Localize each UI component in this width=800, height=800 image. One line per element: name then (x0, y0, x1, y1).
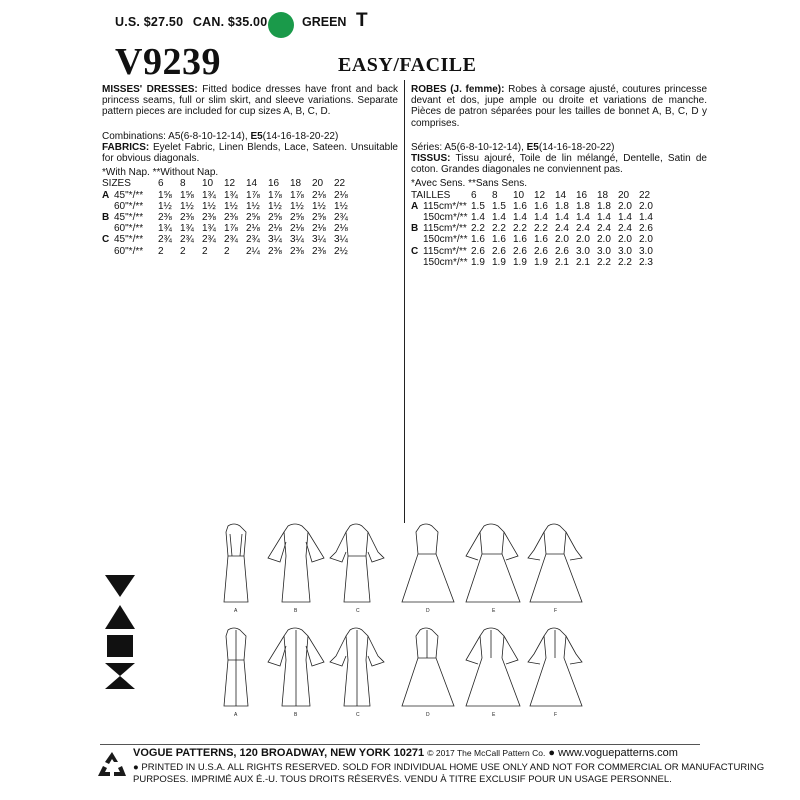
yardage-cell: 2⅝ (246, 212, 260, 224)
yardage-cell: 1.5 (471, 200, 485, 212)
color-code: T (356, 10, 368, 31)
yardage-cell: 2¼ (246, 245, 260, 257)
yardage-cell: 2⅛ (246, 223, 260, 235)
size-cell: 6 (158, 178, 164, 190)
yardage-cell: 2¾ (180, 234, 194, 246)
yardage-cell: 1.6 (513, 200, 527, 212)
yardage-cell: 1½ (180, 200, 194, 212)
fabric-width: 60"*/** (114, 245, 144, 257)
yardage-cell: 2.4 (618, 223, 632, 235)
yardage-cell: 2.2 (597, 256, 611, 268)
yardage-cell: 2⅛ (268, 223, 282, 235)
price-line (115, 15, 273, 29)
yardage-cell: 2⅝ (268, 212, 282, 224)
yardage-cell: 2.6 (492, 245, 506, 257)
yardage-cell: 1⅝ (180, 189, 194, 201)
view-letter: B (102, 212, 110, 224)
footer-rights-line-fr: PURPOSES. IMPRIMÉ AUX É.-U. TOUS DROITS RÉSERVÉS. VENDU À TITRE EXCLUSIF POUR UN USAGE PERSONNEL. (133, 774, 672, 785)
yardage-cell: 1.4 (576, 212, 590, 224)
size-cell: 14 (246, 178, 258, 190)
size-cell: 20 (312, 178, 324, 190)
yardage-cell: 2.0 (618, 234, 632, 246)
yardage-cell: 1.4 (471, 212, 485, 224)
yardage-cell: 3¼ (312, 234, 326, 246)
yardage-cell: 2¾ (202, 234, 216, 246)
yardage-cell: 2 (180, 245, 186, 257)
fabric-width: 115cm*/** (423, 223, 467, 235)
yardage-row (102, 190, 356, 201)
yardage-row (411, 234, 660, 245)
yardage-cell: 2.2 (618, 256, 632, 268)
yardage-cell: 1¾ (202, 189, 216, 201)
view-label: E (492, 608, 496, 614)
view-letter (411, 257, 423, 268)
yardage-cell: 3.0 (618, 245, 632, 257)
yardage-row (411, 212, 660, 223)
yardage-cell: 2.2 (471, 223, 485, 235)
yardage-cell: 2⅛ (290, 223, 304, 235)
yardage-cell: 2.2 (492, 223, 506, 235)
french-tissus: TISSUS: Tissu ajouré, Toile de lin mélangé, Dentelle, Satin de coton. Grandes diagonales ne conviennent pas. (411, 153, 707, 176)
yardage-cell: 3¼ (268, 234, 282, 246)
french-nap-note: *Avec Sens. **Sans Sens. (411, 178, 527, 190)
view-letter (102, 201, 114, 212)
yardage-cell: 1.8 (597, 200, 611, 212)
french-column (411, 84, 707, 268)
yardage-cell: 2.4 (576, 223, 590, 235)
yardage-row (102, 246, 356, 257)
yardage-cell: 2.0 (618, 200, 632, 212)
size-cell: 22 (334, 178, 346, 190)
yardage-row (102, 212, 356, 223)
yardage-cell: 1.9 (492, 256, 506, 268)
yardage-cell: 1⅝ (158, 189, 172, 201)
view-label: D (426, 608, 430, 614)
yardage-cell: 2.6 (555, 245, 569, 257)
yardage-cell: 2⅛ (312, 189, 326, 201)
yardage-cell: 2.2 (513, 223, 527, 235)
yardage-cell: 2.0 (597, 234, 611, 246)
view-label: B (294, 608, 298, 614)
english-fabrics: FABRICS: Eyelet Fabric, Linen Blends, Lace, Sateen. Unsuitable for obvious diagonals. (102, 141, 398, 165)
view-letter: A (411, 200, 419, 212)
yardage-cell: 1.4 (534, 212, 548, 224)
yardage-cell: 2.6 (639, 223, 653, 235)
english-column (102, 84, 398, 257)
yardage-cell: 1.4 (597, 212, 611, 224)
drawing-front-c (330, 524, 384, 602)
yardage-cell: 1.4 (513, 212, 527, 224)
fabric-width: 45"*/** (114, 212, 144, 224)
color-dot-icon (268, 12, 294, 38)
yardage-cell: 1.9 (513, 256, 527, 268)
yardage-cell: 1.5 (492, 200, 506, 212)
yardage-cell: 2.0 (555, 234, 569, 246)
yardage-cell: 1¾ (224, 189, 238, 201)
price-can: CAN. $35.00 (192, 15, 268, 29)
yardage-row (411, 201, 660, 212)
yardage-cell: 3¼ (290, 234, 304, 246)
garment-drawings (208, 522, 628, 722)
english-description: MISSES' DRESSES: Fitted bodice dresses have front and back princess seams, full or slim skirt, and sleeve variations. Separate pattern pieces are included for cup sizes A, B, C, D. (102, 84, 398, 118)
difficulty-label: EASY/FACILE (338, 54, 477, 76)
yardage-cell: 2.4 (597, 223, 611, 235)
pattern-number: V9239 (115, 41, 221, 83)
yardage-cell: 1.4 (492, 212, 506, 224)
yardage-cell: 2.3 (639, 256, 653, 268)
yardage-cell: 1.8 (576, 200, 590, 212)
view-letter (411, 234, 423, 245)
yardage-cell: 1½ (334, 200, 348, 212)
size-cell: 20 (618, 189, 630, 201)
size-cell: 8 (492, 189, 498, 201)
yardage-cell: 1.6 (471, 234, 485, 246)
yardage-cell: 2⅜ (158, 212, 172, 224)
fabric-width: 45"*/** (114, 189, 144, 201)
view-label: C (356, 712, 360, 718)
yardage-cell: 1½ (246, 200, 260, 212)
yardage-row (102, 223, 356, 234)
drawing-front-b (268, 524, 324, 602)
footer-publisher-line: VOGUE PATTERNS, 120 BROADWAY, NEW YORK 10271 © 2017 The McCall Pattern Co. ● www.voguepatterns.com (133, 747, 678, 759)
yardage-cell: 2½ (334, 245, 348, 257)
yardage-cell: 2¾ (334, 212, 348, 224)
yardage-cell: 3.0 (576, 245, 590, 257)
yardage-cell: 2¾ (224, 234, 238, 246)
size-cell: 18 (290, 178, 302, 190)
column-divider (404, 80, 405, 523)
yardage-cell: 1.6 (513, 234, 527, 246)
view-label: F (554, 712, 558, 718)
yardage-cell: 2⅜ (268, 245, 282, 257)
yardage-cell: 2¾ (158, 234, 172, 246)
yardage-cell: 1½ (268, 200, 282, 212)
yardage-cell: 2.0 (576, 234, 590, 246)
yardage-cell: 1½ (312, 200, 326, 212)
yardage-cell: 1¾ (158, 223, 172, 235)
size-cell: 12 (534, 189, 546, 201)
view-letter: A (102, 189, 110, 201)
english-yardage-table (102, 178, 356, 256)
yardage-cell: 2⅝ (290, 212, 304, 224)
yardage-cell: 3.0 (597, 245, 611, 257)
yardage-cell: 1⅞ (268, 189, 282, 201)
yardage-cell: 2⅛ (334, 189, 348, 201)
view-label: F (554, 608, 558, 614)
sizes-label: TAILLES (411, 189, 451, 201)
yardage-cell: 2⅜ (202, 212, 216, 224)
yardage-cell: 2¾ (246, 234, 260, 246)
yardage-cell: 1½ (290, 200, 304, 212)
sizes-row (411, 190, 660, 201)
view-label: A (234, 712, 238, 718)
fabric-width: 150cm*/** (423, 234, 468, 246)
view-label: B (294, 712, 298, 718)
drawing-front-d (402, 524, 454, 602)
yardage-cell: 1¾ (180, 223, 194, 235)
yardage-cell: 2⅜ (312, 245, 326, 257)
fabric-width: 150cm*/** (423, 256, 468, 268)
sizes-row (102, 178, 356, 189)
size-cell: 16 (268, 178, 280, 190)
size-cell: 16 (576, 189, 588, 201)
yardage-cell: 2 (158, 245, 164, 257)
yardage-cell: 2⅜ (224, 212, 238, 224)
yardage-cell: 2.2 (534, 223, 548, 235)
yardage-cell: 2.1 (576, 256, 590, 268)
sizes-label: SIZES (102, 178, 131, 190)
yardage-cell: 1⅞ (246, 189, 260, 201)
yardage-cell: 1.9 (534, 256, 548, 268)
view-letter: B (411, 223, 419, 235)
footer-rights-line: ● PRINTED IN U.S.A. ALL RIGHTS RESERVED. SOLD FOR INDIVIDUAL HOME USE ONLY AND NOT FOR COMMERCIAL OR MANUFACTURING (133, 762, 765, 773)
yardage-cell: 1.8 (555, 200, 569, 212)
yardage-cell: 1.9 (471, 256, 485, 268)
size-cell: 12 (224, 178, 236, 190)
size-cell: 14 (555, 189, 567, 201)
yardage-cell: 1.4 (555, 212, 569, 224)
recycle-icon (96, 750, 128, 780)
french-description: ROBES (J. femme): Robes à corsage ajusté, coutures princesse devant et dos, jupe ample ou droite et variations de manche. Pièces de patron séparées pour les tailles de bonnet A, B, C, D y comprises. (411, 84, 707, 129)
yardage-row (411, 246, 660, 257)
fabric-width: 150cm*/** (423, 212, 468, 224)
yardage-cell: 1.6 (534, 234, 548, 246)
yardage-row (102, 201, 356, 212)
view-letter (102, 246, 114, 257)
yardage-cell: 1½ (224, 200, 238, 212)
yardage-cell: 3¼ (334, 234, 348, 246)
yardage-cell: 2.6 (534, 245, 548, 257)
yardage-cell: 1½ (202, 200, 216, 212)
english-nap-note: *With Nap. **Without Nap. (102, 167, 219, 179)
yardage-cell: 1½ (158, 200, 172, 212)
yardage-cell: 1.6 (534, 200, 548, 212)
view-letter: C (102, 234, 110, 246)
yardage-cell: 2 (202, 245, 208, 257)
yardage-cell: 2.1 (555, 256, 569, 268)
fabric-width: 115cm*/** (423, 245, 467, 257)
yardage-cell: 2.6 (471, 245, 485, 257)
yardage-cell: 1.4 (618, 212, 632, 224)
yardage-cell: 2⅜ (180, 212, 194, 224)
drawing-front-e (466, 524, 520, 602)
yardage-row (411, 257, 660, 268)
yardage-cell: 3.0 (639, 245, 653, 257)
size-cell: 8 (180, 178, 186, 190)
yardage-cell: 2⅜ (290, 245, 304, 257)
view-label: E (492, 712, 496, 718)
yardage-cell: 2.4 (555, 223, 569, 235)
notch-symbols-icon (103, 573, 137, 691)
fabric-width: 45"*/** (114, 234, 144, 246)
view-label: C (356, 608, 360, 614)
yardage-cell: 1⅞ (224, 223, 238, 235)
size-cell: 6 (471, 189, 477, 201)
yardage-cell: 2.0 (639, 234, 653, 246)
french-metrage-table (411, 190, 660, 268)
yardage-cell: 1¾ (202, 223, 216, 235)
footer-divider (100, 744, 700, 745)
yardage-cell: 2.0 (639, 200, 653, 212)
color-name: GREEN (302, 15, 347, 29)
fabric-width: 60"*/** (114, 200, 144, 212)
yardage-cell: 1.6 (492, 234, 506, 246)
french-series: Séries: A5(6-8-10-12-14), E5(14-16-18-20-22) (411, 141, 615, 153)
price-us: U.S. $27.50 (115, 15, 184, 29)
english-combinations: Combinations: A5(6-8-10-12-14), E5(14-16-18-20-22) (102, 130, 339, 142)
yardage-cell: 2⅛ (312, 223, 326, 235)
size-cell: 22 (639, 189, 651, 201)
view-label: A (234, 608, 238, 614)
size-cell: 10 (202, 178, 214, 190)
yardage-cell: 1⅞ (290, 189, 304, 201)
yardage-row (411, 223, 660, 234)
view-letter: C (411, 245, 419, 257)
fabric-width: 60"*/** (114, 223, 144, 235)
yardage-cell: 2.6 (513, 245, 527, 257)
yardage-cell: 2⅝ (312, 212, 326, 224)
yardage-cell: 2⅛ (334, 223, 348, 235)
view-letter (411, 212, 423, 223)
view-letter (102, 223, 114, 234)
yardage-cell: 2 (224, 245, 230, 257)
yardage-row (102, 234, 356, 245)
size-cell: 10 (513, 189, 525, 201)
yardage-cell: 1.4 (639, 212, 653, 224)
drawing-front-a (224, 524, 248, 602)
size-cell: 18 (597, 189, 609, 201)
drawing-front-f (528, 524, 582, 602)
fabric-width: 115cm*/** (423, 200, 467, 212)
view-label: D (426, 712, 430, 718)
